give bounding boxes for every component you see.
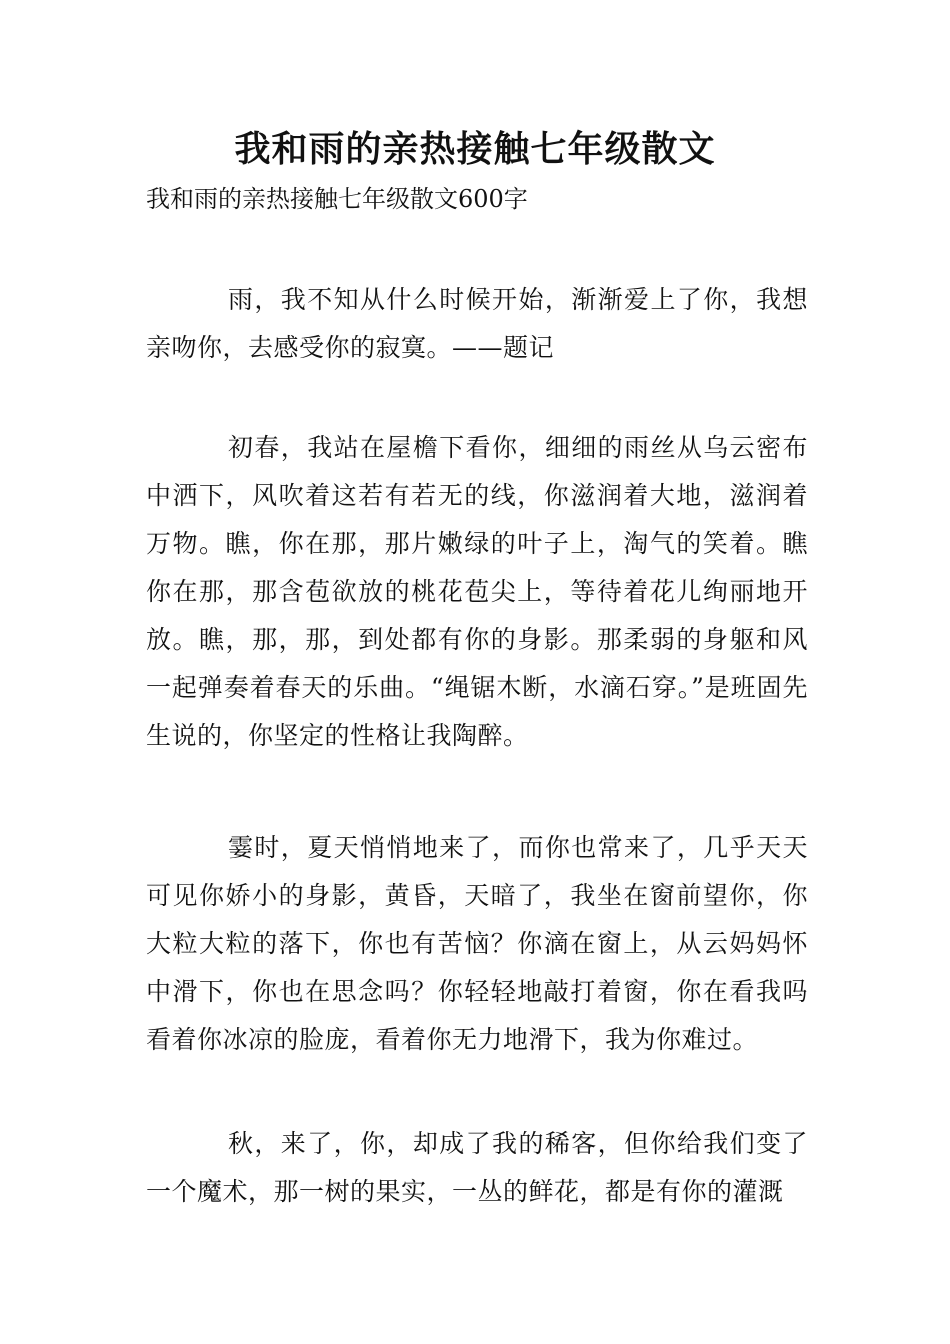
document-subtitle: 我和雨的亲热接触七年级散文600字 xyxy=(146,185,528,213)
paragraph-summer: 霎时，夏天悄悄地来了，而你也常来了，几乎天天可见你娇小的身影，黄昏，天暗了，我坐在窗前望你，你大粒大粒的落下，你也有苦恼？你滴在窗上，从云妈妈怀中滑下，你也在思念吗？你轻轻地敲打着窗，你在看我吗看着你冰凉的脸庞，看着你无力地滑下，我为你难过。 xyxy=(146,833,808,1054)
document-title: 我和雨的亲热接触七年级散文 xyxy=(234,129,716,170)
paragraph-epigraph: 雨，我不知从什么时候开始，渐渐爱上了你，我想亲吻你，去感受你的寂寞。——题记 xyxy=(146,285,808,362)
paragraph-spring: 初春，我站在屋檐下看你，细细的雨丝从乌云密布中洒下，风吹着这若有若无的线，你滋润着大地，滋润着万物。瞧，你在那，那片嫩绿的叶子上，淘气的笑着。瞧你在那，那含苞欲放的桃花苞尖上，等待着花儿绚丽地开放。瞧，那，那，到处都有你的身影。那柔弱的身躯和风一起弹奏着春天的乐曲。“绳锯木断，水滴石穿。”是班固先生说的，你坚定的性格让我陶醉。 xyxy=(146,433,808,750)
paragraph-autumn: 秋，来了，你，却成了我的稀客，但你给我们变了一个魔术，那一树的果实，一丛的鲜花，都是有你的灌溉 xyxy=(146,1129,808,1206)
